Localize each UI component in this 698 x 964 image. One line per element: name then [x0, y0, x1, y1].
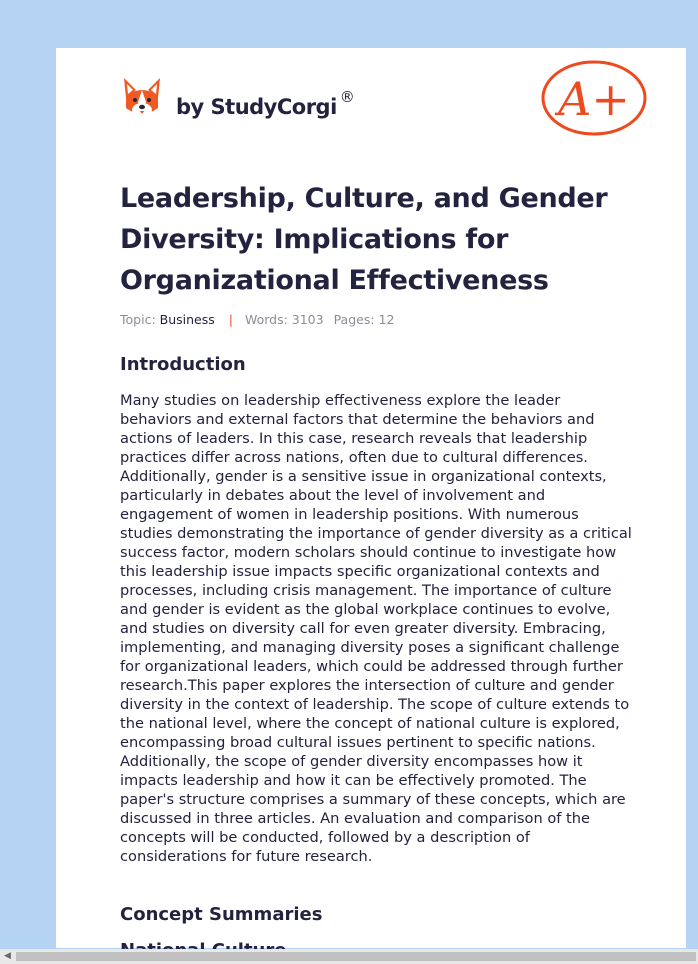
page-count: Pages: 12: [333, 312, 395, 327]
topic-link[interactable]: Business: [159, 312, 215, 327]
studycorgi-logo[interactable]: [122, 76, 354, 120]
grade-badge-text: A+: [558, 72, 630, 126]
registered-mark: ®: [339, 87, 355, 106]
section-heading-introduction: Introduction: [120, 354, 246, 375]
grade-badge: [538, 58, 650, 142]
brand-name: by StudyCorgi ®: [176, 87, 355, 119]
horizontal-scrollbar[interactable]: [0, 949, 698, 964]
corgi-logo-icon: [122, 76, 162, 120]
topic-label: Topic:: [120, 312, 156, 327]
scroll-left-arrow-icon[interactable]: ◀: [4, 951, 11, 961]
section-heading-concept-summaries: Concept Summaries: [120, 904, 323, 925]
document-meta: [120, 312, 394, 327]
meta-separator: |: [228, 312, 233, 327]
scrollbar-thumb[interactable]: [16, 952, 696, 961]
document-title: Leadership, Culture, and Gender Diversity: Implications for Organizational Effectiveness: [120, 183, 608, 296]
word-count: Words: 3103: [244, 312, 324, 327]
document-page: [56, 48, 686, 948]
introduction-paragraph: Many studies on leadership effectiveness explore the leader behaviors and external factors that determine the behaviors and actions of leaders. In this case, research reveals that leadership practices differ across nations, often due to cultural differences. Additionally, gender is a sensitive issue in organizational contexts, particularly in debates about the level of involvement and engagement of women in leadership positions. With numerous studies demonstrating the importance of gender diversity as a critical success factor, modern scholars should continue to investigate how this leadership issue impacts specific organizational contexts and processes, including crisis management. The importance of culture and gender is evident as the global workplace continues to evolve, and studies on diversity call for even greater diversity. Embracing, implementing, and managing diversity poses a significant challenge for organizational leaders, which could be addressed through further research.This paper explores the intersection of culture and gender diversity in the context of leadership. The scope of culture extends to the national level, where the concept of national culture is explored, encompassing broad cultural issues pertinent to specific nations. Additionally, the scope of gender diversity encompasses how it impacts leadership and how it can be effectively promoted. The paper's structure comprises a summary of these concepts, which are discussed in three articles. An evaluation and comparison of the concepts will be conducted, followed by a description of considerations for future research.: [120, 392, 632, 865]
